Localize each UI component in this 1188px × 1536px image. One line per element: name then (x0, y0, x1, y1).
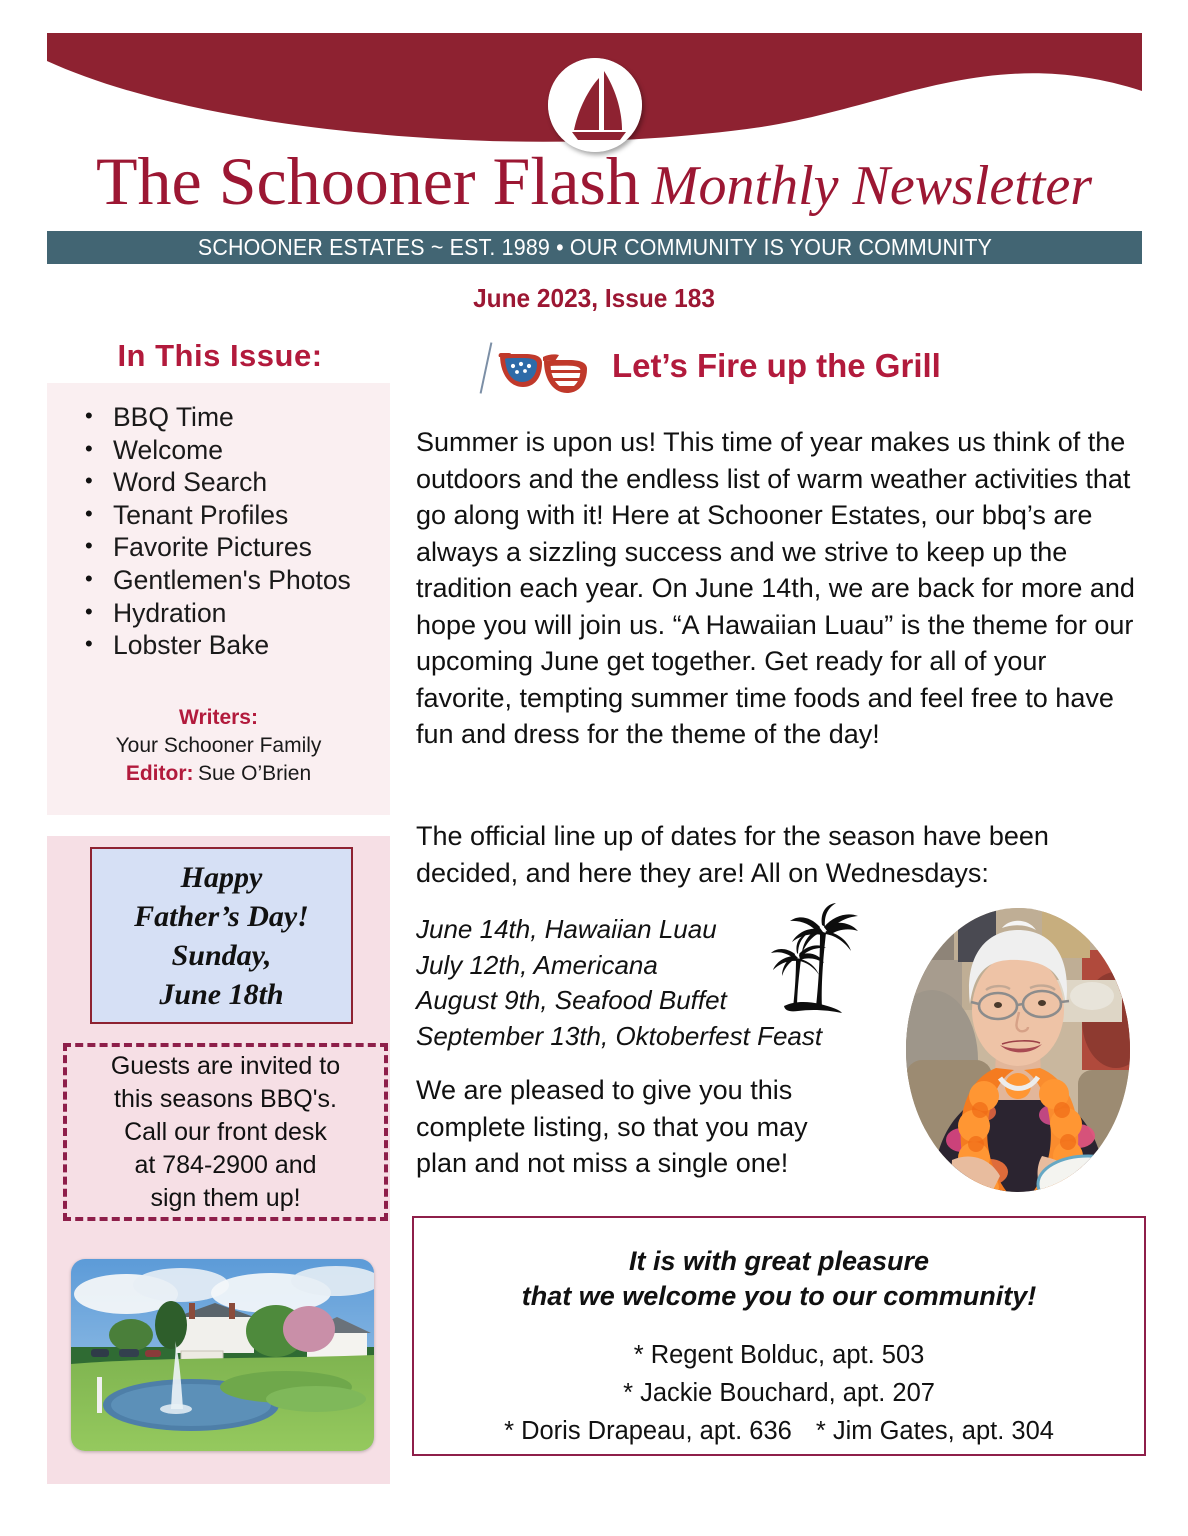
fathers-day-line: Father’s Day! (134, 899, 309, 933)
sailboat-logo (548, 58, 642, 152)
table-of-contents-panel (47, 383, 390, 815)
resident-row (414, 1374, 1144, 1412)
list-item: • Lobster Bake (67, 629, 390, 662)
schooner-estates-photo (71, 1259, 374, 1451)
editor-value: Sue O’Brien (197, 762, 312, 785)
resident-entry: * Jim Gates, apt. 304 (815, 1417, 1054, 1445)
fathers-day-line: June 18th (159, 977, 284, 1011)
decorative-slash (480, 342, 493, 393)
resident-lei-photo (892, 900, 1144, 1200)
welcome-heading-line: It is with great pleasure (628, 1246, 930, 1276)
writers-credits (47, 705, 390, 789)
resident-entry: * Jackie Bouchard, apt. 207 (623, 1379, 935, 1407)
article-paragraph-1: Summer is upon us! This time of year makes us think of the outdoors and the endless list of warm weather activities that go along with it! Here at Schooner Estates, our bbq’s are always a sizzling success and we strive to keep up the tradition each year. On June 14th, we are back for more and hope you will join us. “A Hawaiian Luau” is the theme for our upcoming June get together. Get ready for all of your favorite, tempting summer time foods and feel free to have fun and dress for the theme of the day! (416, 427, 1135, 749)
title-main: The Schooner Flash (95, 143, 640, 219)
list-item: • Gentlemen's Photos (67, 564, 390, 597)
list-item: • Hydration (67, 597, 390, 630)
issue-line: June 2023, Issue 183 (473, 283, 715, 313)
list-item: • Favorite Pictures (67, 531, 390, 564)
american-flag-sunglasses-icon (497, 347, 602, 399)
article-header (415, 343, 1150, 401)
guests-invited-callout (63, 1043, 388, 1221)
welcome-heading (414, 1244, 1144, 1314)
title-subtitle: Monthly Newsletter (651, 155, 1093, 217)
list-item: • Tenant Profiles (67, 499, 390, 532)
welcome-heading-line: that we welcome you to our community! (521, 1281, 1037, 1311)
list-item: • Word Search (67, 466, 390, 499)
bbq-date-item: July 12th, Americana (416, 949, 658, 980)
fathers-day-line: Sunday, (171, 938, 272, 972)
palm-trees-icon (762, 903, 870, 1018)
fathers-day-callout (90, 847, 353, 1024)
masthead (0, 0, 1188, 313)
tagline-band (47, 231, 1142, 264)
welcome-new-residents-box (412, 1216, 1146, 1456)
writers-label: Writers: (179, 706, 258, 729)
guests-line: Guests are invited to (110, 1051, 341, 1080)
resident-row (414, 1412, 1144, 1450)
list-item: • Welcome (67, 434, 390, 467)
guests-line: Call our front desk (124, 1117, 327, 1146)
bbq-date-item: August 9th, Seafood Buffet (416, 985, 727, 1015)
tagline-text: SCHOONER ESTATES ~ EST. 1989 • OUR COMMUNITY IS YOUR COMMUNITY (197, 234, 992, 260)
resident-entry: * Doris Drapeau, apt. 636 (504, 1417, 792, 1445)
guests-line: at 784-2900 and (134, 1150, 317, 1179)
bbq-date-item: June 14th, Hawaiian Luau (416, 914, 717, 944)
bbq-date-item: September 13th, Oktoberfest Feast (416, 1020, 823, 1051)
guests-line: sign them up! (150, 1183, 301, 1212)
table-of-contents-list (67, 401, 390, 662)
guests-line: this seasons BBQ's. (114, 1084, 337, 1113)
new-resident-list (414, 1336, 1144, 1450)
writers-value: Your Schooner Family (115, 734, 322, 757)
editor-label: Editor: (125, 762, 194, 785)
in-this-issue-heading: In This Issue: (117, 338, 323, 373)
newsletter-title (0, 142, 1188, 221)
fathers-day-line: Happy (180, 860, 263, 894)
resident-row (414, 1336, 1144, 1374)
article-title: Let’s Fire up the Grill (612, 347, 941, 384)
article-paragraph-3: We are pleased to give you this complete listing, so that you may plan and not miss a single one! (416, 1075, 808, 1178)
list-item: • BBQ Time (67, 401, 390, 434)
article-paragraph-2: The official line up of dates for the season have been decided, and here they are! All on Wednesdays: (416, 821, 1049, 888)
resident-entry: * Regent Bolduc, apt. 503 (633, 1341, 925, 1369)
